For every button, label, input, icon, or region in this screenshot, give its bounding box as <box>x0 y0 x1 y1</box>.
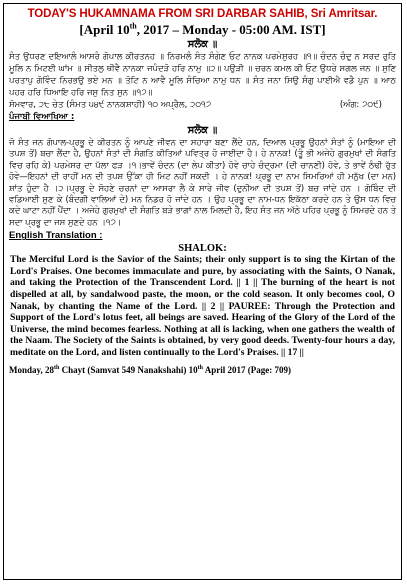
gurmukhi-shalok-heading: ਸਲੋਕ ॥ <box>187 39 218 50</box>
english-translation: The Merciful Lord is the Savior of the Saints; their only support is to sing the Kirtan of the Lord's Praises. One becomes immaculate and pure, by associating with the Saints, O Nanak, and taking the Protection of the Transcendent Lord. || 1 || The burning of the heart is not dispelled at all, by sandalwood paste, the moon, or the cold season. It only becomes cool, O Nanak, by chanting the Name of the Lord. || 2 || PAUREE: Through the Protection and Support of the Lord's lotus feet, all beings are saved. Hearing of the Glory of the Lord of the Universe, the mind becomes fearless. Nothing at all is lacking, when one gathers the wealth of the Naam. The Society of the Saints is obtained, by very good deeds. Twenty-four hours a day, meditate on the Lord, and listen continually to the Lord's Praises. || 17 || <box>10 254 395 358</box>
punjabi-heading: ਪੰਜਾਬੀ ਵਿਆਖਿਆ : <box>9 112 75 122</box>
punjabi-shalok-heading: ਸਲੋਕ ॥ <box>187 125 218 136</box>
page-title: TODAY'S HUKAMNAMA FROM SRI DARBAR SAHIB, Sri Amritsar. <box>27 8 378 20</box>
english-shalok-heading: SHALOK: <box>178 243 227 255</box>
nanakshahi-date: ਸੋਮਵਾਰ, ੨੮ ਚੇਤ (ਸੰਮਤ ੫੪੯ ਨਾਨਕਸ਼ਾਹੀ) ੧੦ ਅਪ੍ਰੈਲ, ੨੦੧੭ <box>9 100 212 110</box>
punjabi-explanation: ਜੋ ਸੰਤ ਜਨ ਗੋਪਾਲ-ਪ੍ਰਭੂ ਦੇ ਕੀਰਤਨ ਨੂੰ ਆਪਣੇ ਜੀਵਨ ਦਾ ਸਹਾਰਾ ਬਣਾ ਲੈਂਦੇ ਹਨ, ਦਿਆਲ ਪ੍ਰਭੂ ਉਹਨਾਂ ਸੰਤਾਂ ਨੂੰ (ਮਾਇਆ ਦੀ ਤਪਸ਼ ਤੋਂ) ਬਚਾ ਲੈਂਦਾ ਹੈ, ਉਹਨਾਂ ਸੰਤਾਂ ਦੀ ਸੰਗਤਿ ਕੀਤਿਆਂ ਪਵਿਤ੍ਰ ਹੋ ਜਾਈਦਾ ਹੈ। ਹੇ ਨਾਨਕ! (ਤੂੰ ਭੀ ਅਜੇਹੇ ਗੁਰਮੁਖਾਂ ਦੀ ਸੰਗਤਿ ਵਿਚ ਰਹਿ ਕੇ) ਪਰਮੇਸਰ ਦਾ ਪੱਲਾ ਫੜ ।੧।ਭਾਵੇਂ ਚੰਦਨ (ਦਾ ਲੇਪ ਕੀਤਾ) ਹੋਵੇ ਚਾਹੇ ਚੰਦ੍ਰਮਾ (ਦੀ ਚਾਨਣੀ) ਹੋਵੇ, ਤੇ ਭਾਵੇਂ ਠੰਢੀ ਰੁੱਤ ਹੋਵੇ—ਇਹਨਾਂ ਦੀ ਰਾਹੀਂ ਮਨ ਦੀ ਤਪਸ਼ ਉੱਕਾ ਹੀ ਮਿਟ ਨਹੀਂ ਸਕਦੀ । ਹੇ ਨਾਨਕ! ਪ੍ਰਭੂ ਦਾ ਨਾਮ ਸਿਮਰਿਆਂ ਹੀ ਮਨੁੱਖ (ਦਾ ਮਨ) ਸ਼ਾਂਤ ਹੁੰਦਾ ਹੈ ।੨।ਪ੍ਰਭੂ ਦੇ ਸੋਹਣੇ ਚਰਨਾਂ ਦਾ ਆਸਰਾ ਲੈ ਕੇ ਸਾਰੇ ਜੀਵ (ਦੁਨੀਆ ਦੀ ਤਪਸ਼ ਤੋਂ) ਬਚ ਜਾਂਦੇ ਹਨ । ਗੋਬਿੰਦ ਦੀ ਵਡਿਆਈ ਸੁਣ ਕੇ (ਬੰਦਗੀ ਵਾਲਿਆਂ ਦੇ) ਮਨ ਨਿਡਰ ਹੋ ਜਾਂਦੇ ਹਨ । ਉਹ ਪ੍ਰਭੂ ਦਾ ਨਾਮ-ਧਨ ਇਕੱਠਾ ਕਰਦੇ ਹਨ ਤੇ ਉਸ ਧਨ ਵਿਚ ਕਦੇ ਘਾਟਾ ਨਹੀਂ ਪੈਂਦਾ । ਅਜੇਹੇ ਗੁਰਮੁਖਾਂ ਦੀ ਸੰਗਤਿ ਬੜੇ ਭਾਗਾਂ ਨਾਲ ਮਿਲਦੀ ਹੈ, ਇਹ ਸੰਤ ਜਨ ਅੱਠੇ ਪਹਿਰ ਪ੍ਰਭੂ ਨੂੰ ਸਿਮਰਦੇ ਹਨ ਤੇ ਸਦਾ ਪ੍ਰਭੂ ਦਾ ਜਸ ਸੁਣਦੇ ਹਨ ।੧੭। <box>9 137 396 227</box>
ang-number: (ਅੰਗ: ੭੦੯) <box>339 100 382 110</box>
footer-date: Monday, 28th Chayt (Samvat 549 Nanakshahi) 10th April 2017 (Page: 709) <box>9 364 291 375</box>
date-heading: [April 10th, 2017 – Monday - 05:00 AM. IST] <box>79 21 326 37</box>
nanakshahi-date-line <box>4 99 401 111</box>
english-heading: English Translation : <box>9 230 103 242</box>
gurmukhi-text: ਸੰਤ ਉਧਰਣ ਦਇਆਲੰ ਆਸਰੰ ਗੋਪਾਲ ਕੀਰਤਨਹ ॥ ਨਿਰਮਲੰ ਸੰਤ ਸੰਗੇਣ ਓਟ ਨਾਨਕ ਪਰਮੇਸੁਰਹ ॥੧॥ ਚੰਦਨ ਚੰਦੁ ਨ ਸਰਦ ਰੁਤਿ ਮੂਲਿ ਨ ਮਿਟਈ ਘਾਂਮ ॥ ਸੀਤਲੁ ਥੀਵੈ ਨਾਨਕਾ ਜਪੰਦੜੋ ਹਰਿ ਨਾਮੁ ॥੨॥ ਪਉੜੀ ॥ ਚਰਨ ਕਮਲ ਕੀ ਓਟ ਉਧਰੇ ਸਗਲ ਜਨ ॥ ਸੁਣਿ ਪਰਤਾਪੁ ਗੋਵਿੰਦ ਨਿਰਭਉ ਭਏ ਮਨ ॥ ਤੋਟਿ ਨ ਆਵੈ ਮੂਲਿ ਸੰਚਿਆ ਨਾਮੁ ਧਨ ॥ ਸੰਤ ਜਨਾ ਸਿਉ ਸੰਗੁ ਪਾਈਐ ਵਡੈ ਪੁਨ ॥ ਆਠ ਪਹਰ ਹਰਿ ਧਿਆਇ ਹਰਿ ਜਸੁ ਨਿਤ ਸੁਨ ॥੧੭॥ <box>9 52 396 98</box>
hukamnama-page <box>3 3 402 580</box>
